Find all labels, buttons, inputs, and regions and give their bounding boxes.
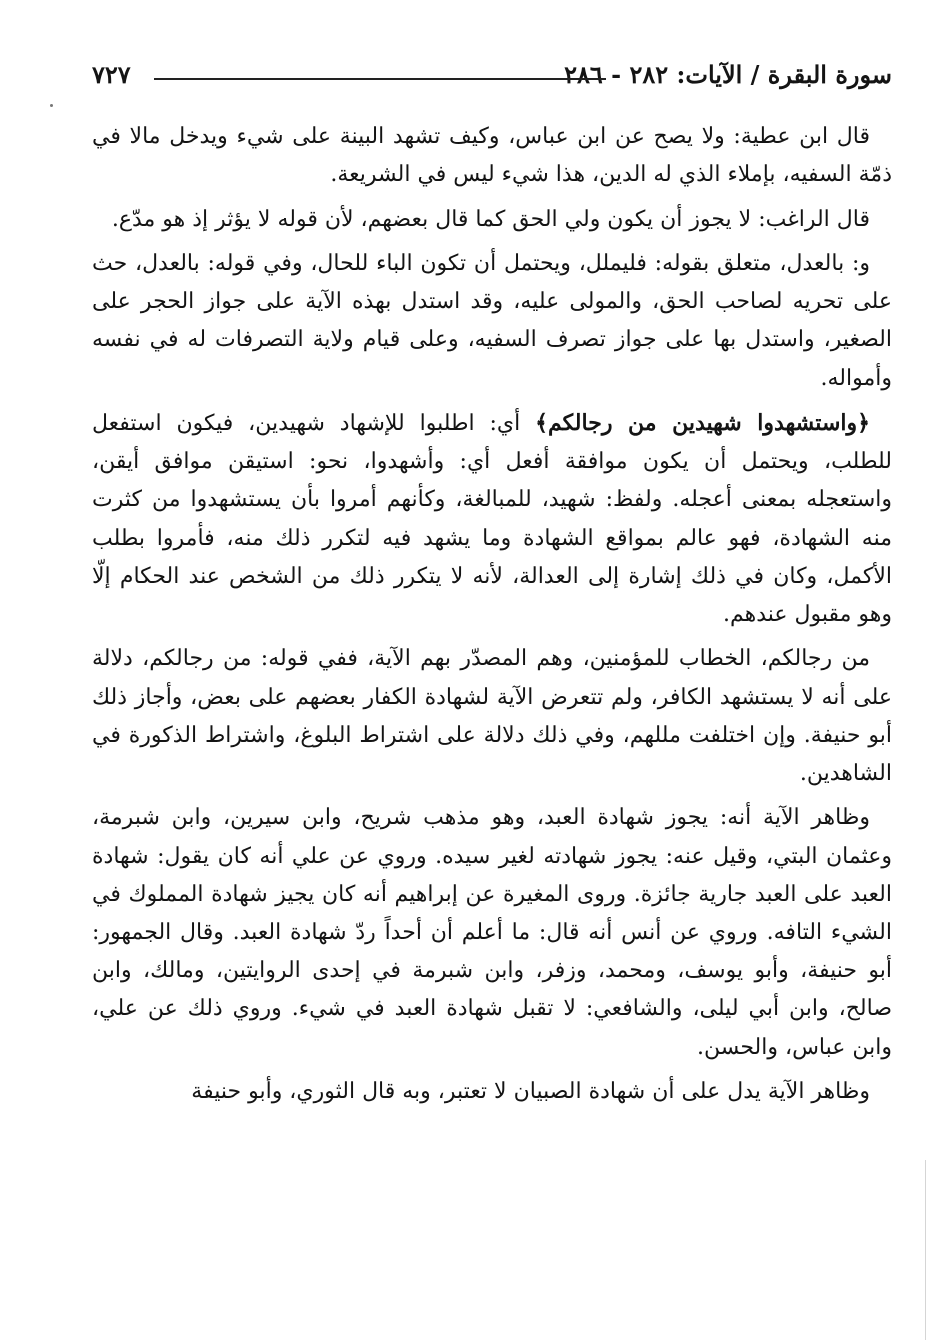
header-rule (154, 78, 606, 80)
running-header-title: سورة البقرة / الآيات: ٢٨٢ - ٢٨٦ (564, 60, 892, 89)
page-body (92, 118, 892, 1117)
paragraph-text: أي: اطلبوا للإشهاد شهيدين، فيكون استفعل للطلب، ويحتمل أن يكون موافقة أفعل أي: وأشهدوا، نحو: استيقن موافق أيقن، واستعجله بمعنى أعجله. ولفظ: شهيد، للمبالغة، وكأنهم أمروا بأن يستشهدوا من كثرت منه الشهادة، فهو عالم بمواقع الشهادة وما يشهد فيه لتكرر ذلك منه، فأمروا بطلب الأكمل، وكان في ذلك إشارة إلى العدالة، لأنه لا يتكرر ذلك من الشخص عند الحكام إلّا وهو مقبول عندهم. (92, 410, 892, 627)
running-header (92, 58, 892, 98)
paragraph (92, 118, 892, 194)
paragraph-text: من رجالكم، الخطاب للمؤمنين، وهم المصدّر بهم الآية، ففي قوله: من رجالكم، دلالة على أنه لا يستشهد الكافر، ولم تتعرض الآية لشهادة الكفار بعضهم على بعض، وأجاز ذلك أبو حنيفة. وإن اختلفت مللهم، وفي ذلك دلالة على اشتراط البلوغ، واشتراط الذكورة في الشاهدين. (92, 646, 892, 786)
paragraph-text: و: بالعدل، متعلق بقوله: فليملل، ويحتمل أن تكون الباء للحال، وفي قوله: بالعدل، حث على تحريه لصاحب الحق، والمولى عليه، وقد استدل بهذه الآية على جواز الحجر على الصغير، واستدل بها على جواز تصرف السفيه، وعلى قيام ولاية التصرفات له في نفسه وأمواله. (92, 250, 892, 391)
paragraph-text: قال الراغب: لا يجوز أن يكون ولي الحق كما قال بعضهم، لأن قوله لا يؤثر إذ هو مدّع. (111, 206, 870, 232)
paragraph (92, 201, 892, 239)
paragraph-text: وظاهر الآية أنه: يجوز شهادة العبد، وهو مذهب شريح، وابن سيرين، وابن شبرمة، وعثمان البتي، وقيل عنه: يجوز شهادته لغير سيده. وروي عن علي أنه كان يقول: شهادة العبد على العبد جارية جائزة. وروى المغيرة عن إبراهيم أنه كان يجيز شهادة المملوك في الشيء التافه. وروي عن أنس أنه قال: ما أعلم أن أحداً ردّ شهادة العبد. وقال الجمهور: أبو حنيفة، وأبو يوسف، ومحمد، وزفر، وابن شبرمة في إحدى الروايتين، ومالك، وابن صالح، وابن أبي ليلى، والشافعي: لا تقبل شهادة العبد في شيء. وروي ذلك عن علي، وابن عباس، والحسن. (92, 805, 892, 1060)
quranic-quote: ﴿واستشهدوا شهيدين من رجالكم﴾ (535, 409, 870, 436)
paragraph (92, 799, 892, 1066)
page-number: ٧٢٧ (92, 60, 131, 89)
paragraph-text: قال ابن عطية: ولا يصح عن ابن عباس، وكيف تشهد البينة على شيء ويدخل مالا في ذمّة السفيه، بإملاء الذي له الدين، هذا شيء ليس في الشريعة. (92, 124, 892, 188)
paragraph (92, 1073, 892, 1111)
scan-edge-line (925, 1160, 926, 1340)
paragraph (92, 640, 892, 793)
scan-speck (50, 104, 53, 107)
paragraph-text: وظاهر الآية يدل على أن شهادة الصبيان لا تعتبر، وبه قال الثوري، وأبو حنيفة (191, 1079, 870, 1104)
paragraph (92, 404, 892, 634)
paragraph (92, 245, 892, 398)
